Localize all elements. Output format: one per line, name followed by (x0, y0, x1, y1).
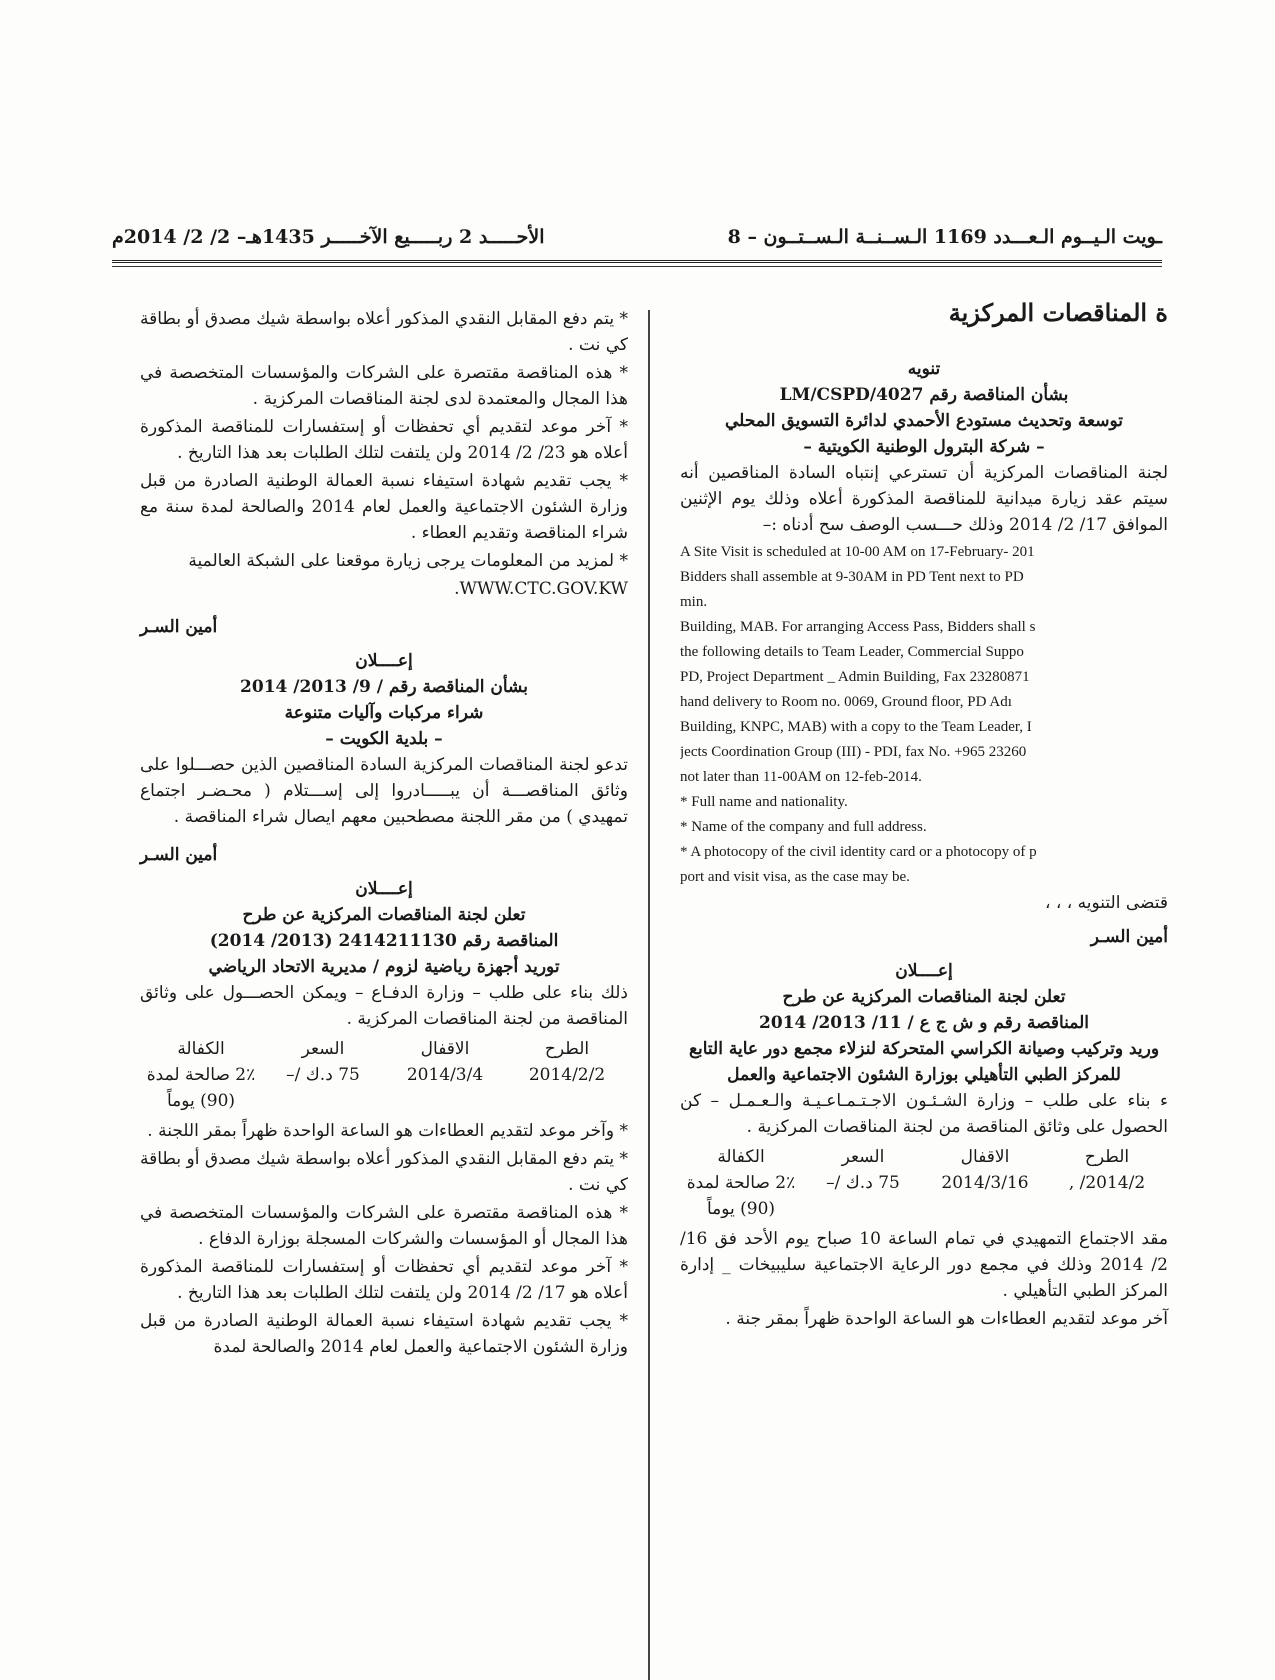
table-header: الاقفال (420, 1039, 470, 1059)
website-link[interactable]: .WWW.CTC.GOV.KW (454, 579, 628, 599)
paragraph: * آخر موعد لتقديم أي تحفظات أو إستفسارات للمناقصة المذكورة أعلاه هو 23/ 2/ 2014 ولن يلتفت لتلك الطلبات بعد هذا التاريخ . (140, 417, 628, 463)
notice-title: إعــــلان (355, 651, 413, 671)
notice-line: توسعة وتحديث مستودع الأحمدي لدائرة التسويق المحلي (725, 411, 1123, 431)
notice-line: المناقصة رقم 2414211130 (2013/ 2014) (209, 931, 559, 951)
tender-table (680, 1144, 1168, 1222)
table-header: الكفالة (177, 1039, 225, 1059)
notice-body: تدعو لجنة المناقصات المركزية السادة المناقصين الذين حصـــلوا على وثائق المناقصـــة أن يبـــــادروا إلى إســـتلام ( محـضـر اجتماع تمهيدي ) من مقر اللجنة مصطحبين معهم ايصال شراء المناقصة . (140, 755, 628, 827)
english-line: * A photocopy of the civil identity card or a photocopy of p (680, 844, 1037, 860)
paragraph: * هذه المناقصة مقتصرة على الشركات والمؤسسات المتخصصة في هذا المجال أو المؤسسات والشركات المسجلة بوزارة الدفاع . (140, 1203, 628, 1249)
notice-title: إعــــلان (895, 961, 953, 981)
table-cell: 2014/3/4 (406, 1065, 484, 1085)
english-line: Building, KNPC, MAB) with a copy to the Team Leader, I (680, 719, 1032, 735)
notice-intro: ذلك بناء على طلب – وزارة الدفـاع – ويمكن الحصـــول على وثائق المناقصة من لجنة المناقصات المركزية . (140, 983, 628, 1029)
header-rule (112, 260, 1162, 263)
paragraph: * يجب تقديم شهادة استيفاء نسبة العمالة الوطنية الصادرة من قبل وزارة الشئون الاجتماعية والعمل لعام 2014 والصالحة لمدة سنة مع شراء المناقصة وتقديم العطاء . (140, 471, 628, 543)
table-header: السعر (301, 1039, 345, 1059)
notice-closing: قتضى التنويه ، ، ، (1044, 893, 1168, 913)
table-header: الاقفال (960, 1147, 1010, 1167)
notice-line: المناقصة رقم و ش ج ع / 11/ 2013/ 2014 (759, 1013, 1089, 1033)
signature: أمين السـر (140, 845, 218, 865)
signature: أمين السـر (1090, 927, 1168, 947)
english-line: Bidders shall assemble at 9-30AM in PD Tent next to PD (680, 569, 1024, 585)
english-line: * Name of the company and full address. (680, 819, 927, 835)
notice-line: وريد وتركيب وصيانة الكراسي المتحركة لنزلاء مجمع دور عاية التابع للمركز الطبي التأهيلي بوزارة الشئون الاجتماعية والعمل (688, 1039, 1160, 1085)
page-header (112, 226, 1162, 250)
table-cell: 75 د.ك /– (286, 1065, 360, 1085)
english-line: A Site Visit is scheduled at 10-00 AM on 17-February- 201 (680, 544, 1035, 560)
table-cell: 2014/2/ , (1068, 1173, 1146, 1193)
table-cell: 2014/2/2 (528, 1065, 606, 1085)
notice-title: تنويه (907, 359, 941, 379)
paragraph: * يجب تقديم شهادة استيفاء نسبة العمالة الوطنية الصادرة من قبل وزارة الشئون الاجتماعية والعمل لعام 2014 والصالحة لمدة (140, 1311, 628, 1357)
english-line: jects Coordination Group (III) - PDI, fax No. +965 23260 (680, 744, 1027, 760)
table-header: الكفالة (717, 1147, 765, 1167)
table-cell: 75 د.ك /– (826, 1173, 900, 1193)
tender-table (140, 1036, 628, 1114)
paragraph: * يتم دفع المقابل النقدي المذكور أعلاه بواسطة شيك مصدق أو بطاقة كي نت . (140, 1149, 628, 1195)
paragraph: * وآخر موعد لتقديم العطاءات هو الساعة الواحدة ظهراً بمقر اللجنة . (147, 1121, 628, 1141)
english-line: not later than 11-00AM on 12-feb-2014. (680, 769, 922, 785)
paragraph: * لمزيد من المعلومات يرجى زيارة موقعنا على الشبكة العالمية (188, 551, 628, 571)
section-heading: ة المناقصات المركزية (948, 298, 1168, 327)
english-line: port and visit visa, as the case may be. (680, 869, 910, 885)
notice-intro: ء بناء على طلب – وزارة الشـئـون الاجـتـمـاعـيـة والـعـمـل – كن الحصول على وثائق المناقصة من لجنة المناقصات المركزية . (680, 1091, 1168, 1137)
notice-line: تعلن لجنة المناقصات المركزية عن طرح (782, 987, 1066, 1007)
notice-line: توريد أجهزة رياضية لزوم / مديرية الاتحاد الرياضي (208, 957, 560, 977)
english-line: * Full name and nationality. (680, 794, 848, 810)
column-divider (648, 310, 650, 1680)
paragraph: * هذه المناقصة مقتصرة على الشركات والمؤسسات المتخصصة في هذا المجال والمعتمدة لدى لجنة المناقصات المركزية . (140, 363, 628, 409)
english-line: hand delivery to Room no. 0069, Ground floor, PD Adı (680, 694, 1012, 710)
notice-title: إعــــلان (355, 879, 413, 899)
table-cell: 2٪ صالحة لمدة (90) يوماً (146, 1065, 256, 1111)
table-header: الطرح (1084, 1147, 1130, 1167)
notice-line: بشأن المناقصة رقم LM/CSPD/4027 (779, 385, 1069, 405)
notice-line: تعلن لجنة المناقصات المركزية عن طرح (242, 905, 526, 925)
table-cell: 2٪ صالحة لمدة (90) يوماً (686, 1173, 796, 1219)
english-line: Building, MAB. For arranging Access Pass, Bidders shall s (680, 619, 1036, 635)
notice-body: لجنة المناقصات المركزية أن تسترعي إنتباه السادة المناقصين أنه سيتم عقد زيارة ميدانية للمناقصة المذكورة أعلاه وذلك يوم الإثنين الموافق 17/ 2/ 2014 وذلك حـــسب الوصف سح أدناه :– (680, 463, 1168, 535)
header-rule-thin (112, 266, 1162, 267)
signature: أمين السـر (140, 617, 218, 637)
table-header: الطرح (544, 1039, 590, 1059)
header-newspaper-info: ـويت الـيــوم الـعـــدد 1169 الـســنــة الـســتــون – 8 (727, 226, 1162, 248)
notice-line: بشأن المناقصة رقم / 9/ 2013/ 2014 (240, 677, 528, 697)
paragraph: * يتم دفع المقابل النقدي المذكور أعلاه بواسطة شيك مصدق أو بطاقة كي نت . (140, 309, 628, 355)
paragraph: آخر موعد لتقديم العطاءات هو الساعة الواحدة ظهراً بمقر جنة . (725, 1309, 1168, 1329)
table-header: السعر (841, 1147, 885, 1167)
notice-line: – شركة البترول الوطنية الكويتية – (803, 437, 1045, 457)
right-column (680, 300, 1168, 1334)
header-date: الأحـــــد 2 ربـــــيع الآخـــــر 1435هـ– 2/ 2/ 2014م (112, 226, 545, 248)
notice-line: شراء مركبات وآليات متنوعة (284, 703, 484, 723)
paragraph: * آخر موعد لتقديم أي تحفظات أو إستفسارات للمناقصة المذكورة أعلاه هو 17/ 2/ 2014 ولن يلتفت لتلك الطلبات بعد هذا التاريخ . (140, 1257, 628, 1303)
english-line: the following details to Team Leader, Commercial Suppo (680, 644, 1024, 660)
left-column (140, 306, 628, 1362)
paragraph: مقد الاجتماع التمهيدي في تمام الساعة 10 صباح يوم الأحد فق 16/ 2/ 2014 وذلك في مجمع دور الرعاية الاجتماعية سليبيخات _ إدارة المركز الطبي التأهيلي . (680, 1229, 1168, 1301)
table-cell: 2014/3/16 (941, 1173, 1029, 1193)
english-line: PD, Project Department _ Admin Building, Fax 23280871 (680, 669, 1030, 685)
notice-line: – بلدية الكويت – (325, 729, 443, 749)
english-line: min. (680, 594, 708, 610)
